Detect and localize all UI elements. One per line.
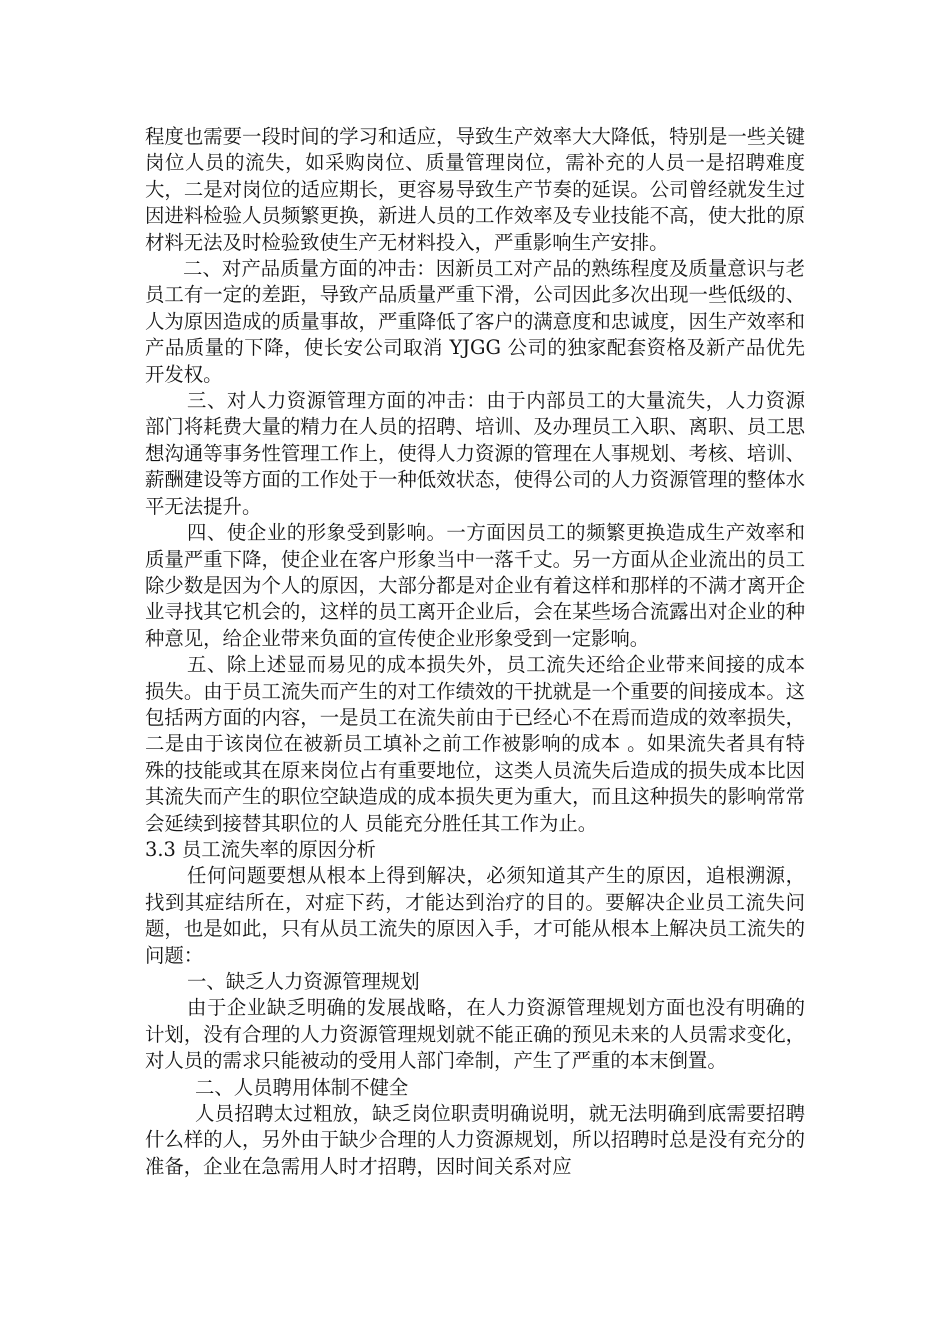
section-heading-3-3: 3.3 员工流失率的原因分析	[145, 837, 376, 861]
subheading-hr-planning: 一、缺乏人力资源管理规划	[187, 970, 420, 993]
paragraph-indirect-cost: 五、除上述显而易见的成本损失外，员工流失还给企业带来间接的成本损失。由于员工流失而产生的对工作绩效的干扰就是一个重要的间接成本。这包括两方面的内容，一是员工在流失前由于已经心不在焉而造成的效率损失，二是由于该岗位在被新员工填补之前工作被影响的成本 。如果流失者具有特殊的技能或其在原来岗位占有重要地位，这类人员流失后造成的损失成本比因其流失而产生的职位空缺造成的成本损失更为重大，而且这种损失的影响常常会延续到接替其职位的人 员能充分胜任其工作为止。	[145, 653, 805, 835]
paragraph-production-efficiency: 程度也需要一段时间的学习和适应，导致生产效率大大降低，特别是一些关键岗位人员的流失，如采购岗位、质量管理岗位，需补充的人员一是招聘难度大，二是对岗位的适应期长，更容易导致生产节奏的延误。公司曾经就发生过因进料检验人员频繁更换，新进人员的工作效率及专业技能不高，使大批的原材料无法及时检验致使生产无材料投入，严重影响生产安排。	[145, 125, 805, 254]
paragraph-image-impact: 四、使企业的形象受到影响。一方面因员工的频繁更换造成生产效率和质量严重下降，使企业在客户形象当中一落千丈。另一方面从企业流出的员工除少数是因为个人的原因，大部分都是对企业有着这样和那样的不满才离开企业寻找其它机会的，这样的员工离开企业后，会在某些场合流露出对企业的种种意见，给企业带来负面的宣传使企业形象受到一定影响。	[145, 521, 805, 650]
paragraph-cause-intro: 任何问题要想从根本上得到解决，必须知道其产生的原因，追根溯源，找到其症结所在，对症下药，才能达到治疗的目的。要解决企业员工流失问题，也是如此，只有从员工流失的原因入手，才可能从根本上解决员工流失的问题：	[145, 864, 805, 967]
paragraph-hr-impact: 三、对人力资源管理方面的冲击：由于内部员工的大量流失，人力资源部门将耗费大量的精力在人员的招聘、培训、及办理员工入职、离职、员工思想沟通等事务性管理工作上，使得人力资源的管理在人事规划、考核、培训、薪酬建设等方面的工作处于一种低效状态，使得公司的人力资源管理的整体水平无法提升。	[145, 389, 805, 518]
paragraph-hiring-system: 人员招聘太过粗放，缺乏岗位职责明确说明，就无法明确到底需要招聘什么样的人，另外由于缺少合理的人力资源规划，所以招聘时总是没有充分的准备，企业在急需用人时才招聘，因时间关系对应	[145, 1102, 805, 1178]
paragraph-quality-impact: 二、对产品质量方面的冲击：因新员工对产品的熟练程度及质量意识与老员工有一定的差距，导致产品质量严重下滑，公司因此多次出现一些低级的、人为原因造成的质量事故，严重降低了客户的满意度和忠诚度，因生产效率和产品质量的下降，使长安公司取消 YJGG 公司的独家配套资格及新产品优先开发权。	[145, 257, 805, 386]
subheading-hiring-system: 二、人员聘用体制不健全	[195, 1075, 409, 1099]
paragraph-hr-planning: 由于企业缺乏明确的发展战略，在人力资源管理规划方面也没有明确的计划，没有合理的人力资源管理规划就不能正确的预见未来的人员需求变化，对人员的需求只能被动的受用人部门牵制，产生了严重的本末倒置。	[145, 996, 805, 1073]
document-body	[145, 124, 805, 1180]
